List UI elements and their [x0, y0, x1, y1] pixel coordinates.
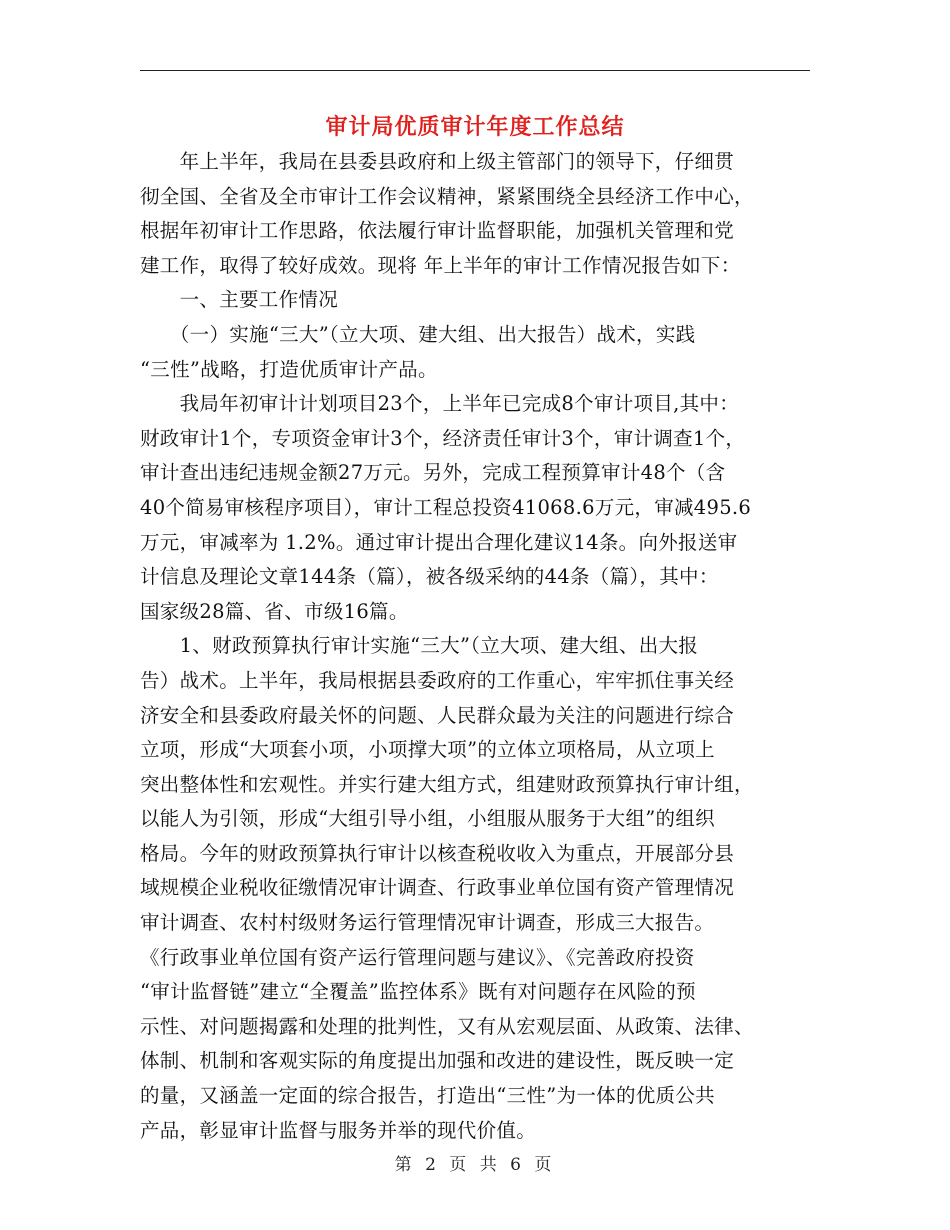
body-line: “审计监督链”建立“全覆盖”监控体系》既有对问题存在风险的预: [140, 980, 696, 1004]
body-line: 万元，审减率为 1.2%。通过审计提出合理化建议14条。向外报送审: [140, 530, 738, 554]
body-line: 40个简易审核程序项目），审计工程总投资41068.6万元，审减495.6: [140, 495, 752, 519]
page-footer: 第 2 页 共 6 页: [394, 1155, 556, 1175]
body-line: 示性、对问题揭露和处理的批判性，又有从宏观层面、从政策、法律、: [140, 1014, 754, 1038]
body-line: 格局。今年的财政预算执行审计以核查税收收入为重点，开展部分县: [140, 841, 735, 865]
header-rule: [140, 70, 810, 71]
body-line: 建工作，取得了较好成效。现将 年上半年的审计工作情况报告如下：: [140, 253, 741, 277]
body-line: 立项，形成“大项套小项，小项撑大项”的立体立项格局，从立项上: [140, 738, 715, 762]
body-line: 国家级28篇、省、市级16篇。: [140, 599, 409, 623]
body-line: 的量，又涵盖一定面的综合报告，打造出“三性”为一体的优质公共: [140, 1084, 715, 1108]
body-line: 《行政事业单位国有资产运行管理问题与建议》、《完善政府投资: [140, 945, 695, 969]
body-line: 财政审计1个，专项资金审计3个，经济责任审计3个，审计调查1个，: [140, 426, 746, 450]
body-line: 我局年初审计计划项目23个，上半年已完成8个审计项目,其中：: [140, 392, 740, 416]
document-title: 审计局优质审计年度工作总结: [325, 115, 625, 140]
body-line: 审计查出违纪违规金额27万元。另外，完成工程预算审计48个（含: [140, 461, 726, 485]
body-line: 年上半年，我局在县委县政府和上级主管部门的领导下，仔细贯: [140, 150, 735, 173]
body-line: 以能人为引领，形成“大组引导小组，小组服从服务于大组”的组织: [140, 807, 715, 831]
body-line: 计信息及理论文章144条（篇），被各级采纳的44条（篇），其中：: [140, 565, 719, 589]
body-line: 告）战术。上半年，我局根据县委政府的工作重心，牢牢抓住事关经: [140, 668, 735, 692]
body-line: 体制、机制和客观实际的角度提出加强和改进的建设性，既反映一定: [140, 1049, 735, 1073]
body-line: “三性”战略，打造优质审计产品。: [140, 357, 438, 381]
body-line: 济安全和县委政府最关怀的问题、人民群众最为关注的问题进行综合: [140, 703, 735, 727]
body-line: 产品，彰显审计监督与服务并举的现代价值。: [140, 1118, 537, 1142]
body-line: 突出整体性和宏观性。并实行建大组方式，组建财政预算执行审计组，: [140, 772, 754, 796]
body-line: 彻全国、全省及全市审计工作会议精神，紧紧围绕全县经济工作中心，: [140, 184, 754, 208]
body-line: 审计调查、农村村级财务运行管理情况审计调查，形成三大报告。: [140, 911, 715, 935]
section-heading: 一、主要工作情况: [140, 288, 339, 312]
body-line: 根据年初审计工作思路，依法履行审计监督职能，加强机关管理和党: [140, 219, 735, 243]
body-line: 1、财政预算执行审计实施“三大”（立大项、建大组、出大报: [140, 634, 699, 658]
body-line: 域规模企业税收征缴情况审计调查、行政事业单位国有资产管理情况: [140, 876, 735, 900]
document-body: [140, 145, 812, 1148]
body-line: （一）实施“三大”（立大项、建大组、出大报告）战术，实践: [140, 322, 696, 346]
